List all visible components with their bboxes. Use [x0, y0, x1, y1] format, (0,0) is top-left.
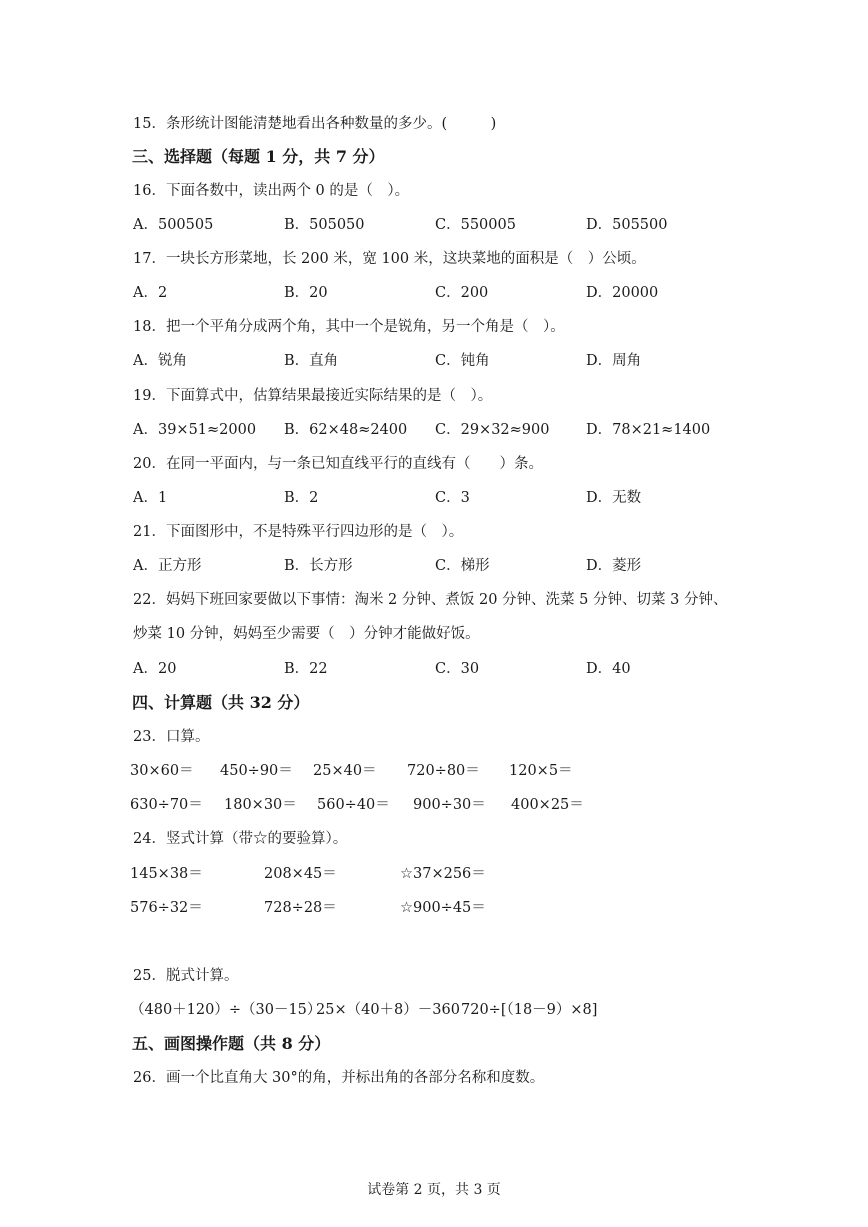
mental-calc-item: 120×5＝	[509, 763, 573, 779]
question-26: 26．画一个比直角大 30°的角，并标出角的各部分名称和度数。	[133, 1070, 545, 1086]
question-22-continued: 炒菜 10 分钟，妈妈至少需要（ ）分钟才能做好饭。	[133, 626, 480, 642]
question-24: 24．竖式计算（带☆的要验算）。	[133, 831, 348, 847]
option-a: A．20	[133, 661, 177, 677]
option-b: B．20	[284, 285, 328, 301]
section-5-heading: 五、画图操作题（共 8 分）	[132, 1034, 331, 1053]
option-d: D．菱形	[586, 558, 642, 574]
option-a: A．1	[133, 490, 168, 506]
option-d: D．78×21≈1400	[586, 422, 711, 438]
option-c: C．29×32≈900	[435, 422, 550, 438]
mental-calc-item: 25×40＝	[313, 763, 377, 779]
option-a: A．锐角	[133, 353, 187, 369]
option-c: C．550005	[435, 217, 516, 233]
question-25: 25．脱式计算。	[133, 968, 239, 984]
option-d: D．505500	[586, 217, 668, 233]
question-21: 21．下面图形中，不是特殊平行四边形的是（ ）。	[133, 524, 464, 540]
mental-calc-item: 180×30＝	[224, 797, 297, 813]
option-a: A．2	[133, 285, 168, 301]
vertical-calc-item: ☆900÷45＝	[400, 900, 486, 916]
option-d: D．40	[586, 661, 631, 677]
vertical-calc-item: 145×38＝	[130, 866, 203, 882]
option-b: B．62×48≈2400	[284, 422, 408, 438]
step-calc-item: 720÷[（18－9）×8]	[461, 1002, 598, 1018]
mental-calc-item: 560÷40＝	[317, 797, 390, 813]
mental-calc-item: 630÷70＝	[130, 797, 203, 813]
option-c: C．30	[435, 661, 480, 677]
question-23: 23．口算。	[133, 729, 210, 745]
step-calc-item: （480＋120）÷（30－15）	[130, 1002, 322, 1018]
option-c: C．梯形	[435, 558, 490, 574]
option-b: B．2	[284, 490, 319, 506]
question-16: 16．下面各数中，读出两个 0 的是（ ）。	[133, 183, 410, 199]
vertical-calc-item: 576÷32＝	[130, 900, 203, 916]
question-18: 18．把一个平角分成两个角，其中一个是锐角，另一个角是（ ）。	[133, 319, 565, 335]
option-b: B．22	[284, 661, 328, 677]
step-calc-item: 25×（40＋8）－360	[316, 1002, 460, 1018]
mental-calc-item: 720÷80＝	[407, 763, 480, 779]
section-3-heading: 三、选择题（每题 1 分，共 7 分）	[132, 147, 385, 166]
option-b: B．长方形	[284, 558, 353, 574]
vertical-calc-item: ☆37×256＝	[400, 866, 486, 882]
mental-calc-item: 900÷30＝	[413, 797, 486, 813]
mental-calc-item: 450÷90＝	[220, 763, 293, 779]
option-d: D．周角	[586, 353, 642, 369]
question-20: 20．在同一平面内，与一条已知直线平行的直线有（ ）条。	[133, 456, 543, 472]
option-a: A．39×51≈2000	[133, 422, 257, 438]
question-15: 15．条形统计图能清楚地看出各种数量的多少。( )	[133, 116, 497, 132]
option-d: D．无数	[586, 490, 642, 506]
page-footer: 试卷第 2 页，共 3 页	[367, 1182, 501, 1198]
option-d: D．20000	[586, 285, 659, 301]
option-c: C．钝角	[435, 353, 490, 369]
option-a: A．500505	[133, 217, 214, 233]
option-b: B．直角	[284, 353, 339, 369]
option-b: B．505050	[284, 217, 365, 233]
question-17: 17．一块长方形菜地，长 200 米，宽 100 米，这块菜地的面积是（ ）公顷。	[133, 251, 646, 267]
option-c: C．3	[435, 490, 470, 506]
question-22: 22．妈妈下班回家要做以下事情：淘米 2 分钟、煮饭 20 分钟、洗菜 5 分钟、切菜 3 分钟、	[133, 592, 728, 608]
vertical-calc-item: 728÷28＝	[264, 900, 337, 916]
option-c: C．200	[435, 285, 489, 301]
question-19: 19．下面算式中，估算结果最接近实际结果的是（ ）。	[133, 388, 493, 404]
option-a: A．正方形	[133, 558, 202, 574]
mental-calc-item: 30×60＝	[130, 763, 194, 779]
section-4-heading: 四、计算题（共 32 分）	[132, 693, 310, 712]
vertical-calc-item: 208×45＝	[264, 866, 337, 882]
mental-calc-item: 400×25＝	[511, 797, 584, 813]
